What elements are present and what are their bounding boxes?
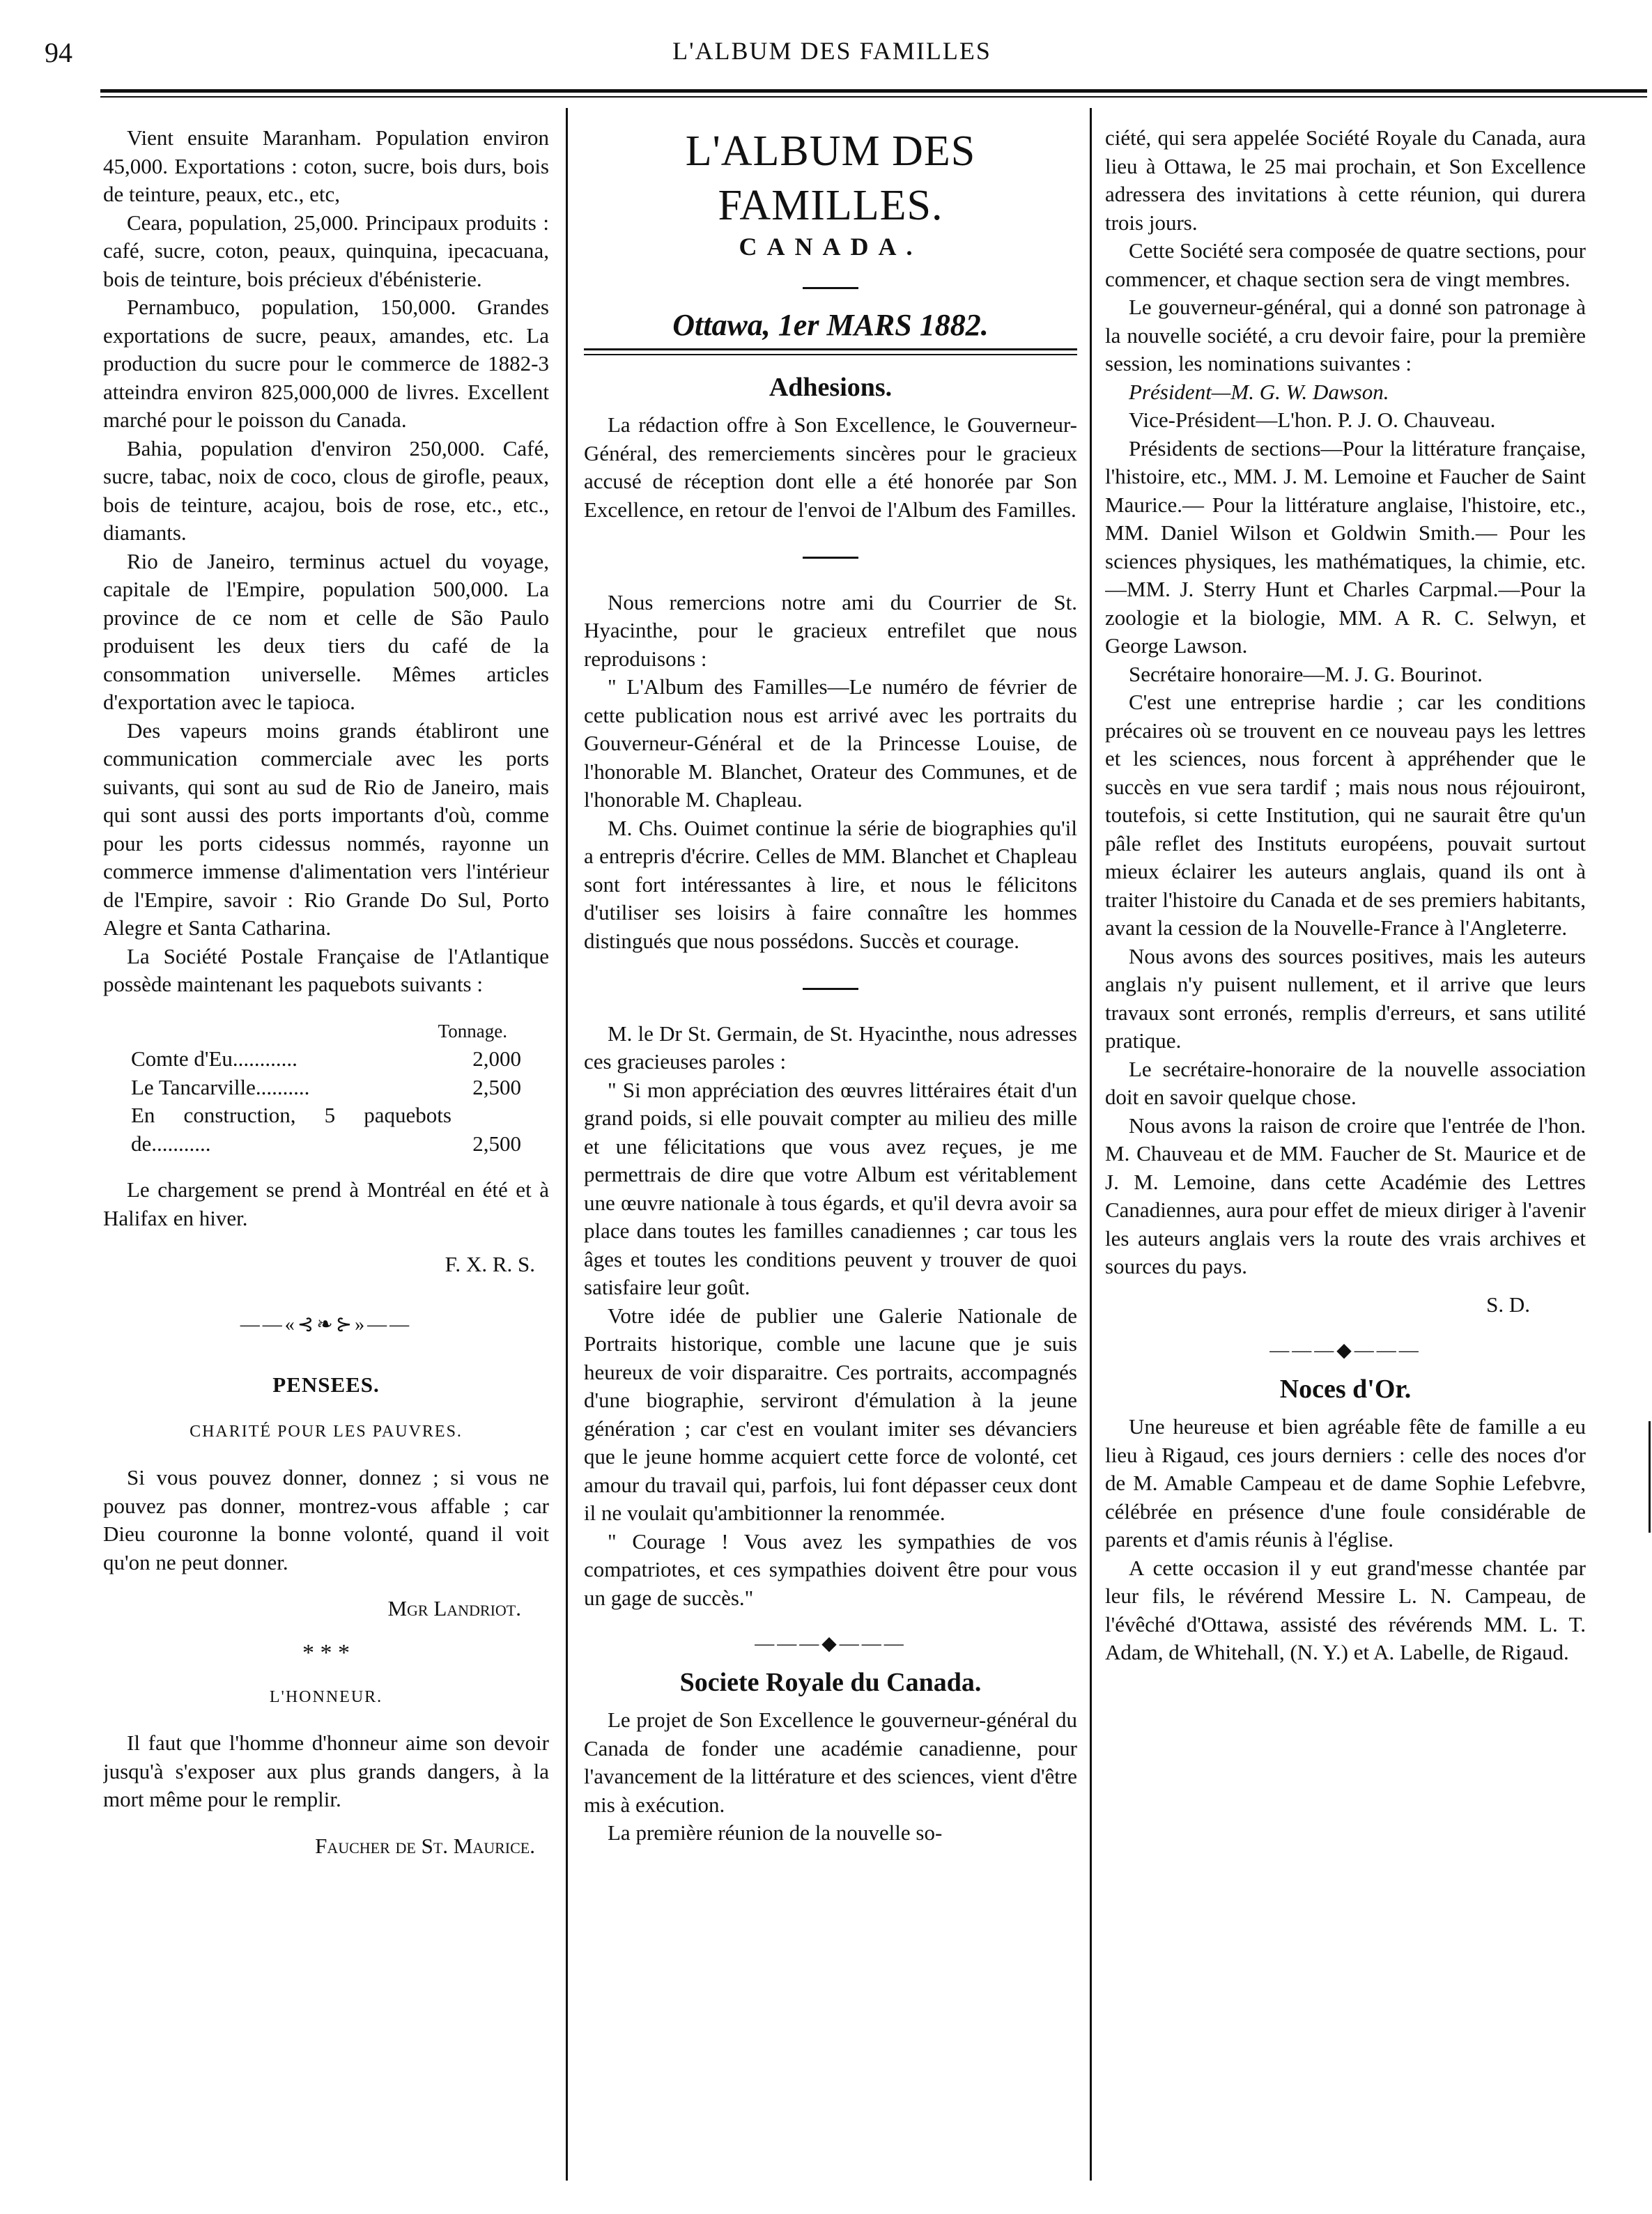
paragraph: La première réunion de la nouvelle so- xyxy=(608,1820,943,1845)
ornament: ———◆——— xyxy=(755,1633,906,1655)
masthead-country: CANADA. xyxy=(739,233,923,261)
paragraph: Vient ensuite Maranham. Population environ 45,000. Exportations : coton, sucre, bois durs, bois de teinture, peaux, etc., etc, xyxy=(103,125,549,206)
paragraph: Présidents de sections—Pour la littérature française, l'histoire, etc., MM. J. M. Lemoine et Faucher de Saint Maurice.— Pour la littérature anglaise, l'histoire, etc., MM. Daniel Wilson et Goldwin Smith.— Pour les sciences physiques, les mathématiques, la chimie, etc.—MM. J. Sterry Hunt et Charles Carpmal.—Pour la zoologie et la biologie, MM. A R. C. Selwyn, et George Lawson. xyxy=(1105,435,1586,658)
stars-separator: * * * xyxy=(302,1639,350,1666)
section-title: Noces d'Or. xyxy=(1279,1374,1412,1404)
subsection-title: L'HONNEUR. xyxy=(269,1687,383,1706)
column-right xyxy=(1105,124,1586,2186)
running-title: L'ALBUM DES FAMILLES xyxy=(672,37,991,65)
header-rule xyxy=(100,89,1647,93)
column-divider xyxy=(566,108,568,2181)
page-number: 94 xyxy=(45,37,72,68)
paragraph: Secrétaire honoraire—M. J. G. Bourinot. xyxy=(1129,661,1483,686)
ship-row xyxy=(131,1101,521,1158)
paragraph: Ceara, population, 25,000. Principaux produits : café, sucre, coton, peaux, quinquina, ipecacuana, bois de teinture, bois précieux d'ébénisterie. xyxy=(103,210,549,291)
paragraph: M. le Dr St. Germain, de St. Hyacinthe, nous adresses ces gracieuses paroles : xyxy=(584,1021,1077,1074)
paragraph: Nous avons la raison de croire que l'entrée de l'hon. M. Chauveau et de MM. Faucher de St. Maurice et de J. M. Lemoine, dans cette Académie des Lettres Canadiennes, aura pour effet de mieux diriger à l'avenir les auteurs anglais vers la route des vrais archives et sources du pays. xyxy=(1105,1113,1586,1278)
tonnage-header: Tonnage. xyxy=(438,1020,507,1042)
section-title: PENSEES. xyxy=(272,1372,380,1397)
ship-row xyxy=(131,1045,521,1074)
header-rule-thin xyxy=(100,96,1647,98)
ships-table xyxy=(103,1045,549,1158)
paragraph: ciété, qui sera appelée Société Royale du Canada, aura lieu à Ottawa, le 25 mai prochain, et Son Excellence adressera des invitations à cette réunion, qui durera trois jours. xyxy=(1105,125,1586,235)
signature: F. X. R. S. xyxy=(445,1252,535,1276)
column-divider xyxy=(1090,108,1092,2181)
section-title: Societe Royale du Canada. xyxy=(679,1667,982,1697)
section-title: Adhesions. xyxy=(769,372,893,402)
paragraph: " L'Album des Familles—Le numéro de février de cette publication nous est arrivé avec les portraits du Gouverneur-Général et de la Princesse Louise, de l'honorable M. Blanchet, Orateur des Communes, et de l'honorable M. Chapleau. xyxy=(584,674,1077,812)
paragraph: Le gouverneur-général, qui a donné son patronage à la nouvelle société, a cru devoir faire, pour la première session, les nominations suivantes : xyxy=(1105,295,1586,376)
paragraph: Le projet de Son Excellence le gouverneur-général du Canada de fonder une académie canadienne, pour l'avancement de la littérature et des sciences, vient d'être mis à exécution. xyxy=(584,1708,1077,1817)
ship-name: Comte d'Eu............ xyxy=(131,1046,298,1071)
paragraph: Pernambuco, population, 150,000. Grandes exportations de sucre, peaux, amandes, etc. La production du sucre pour le commerce de 1882-3 atteindra environ 825,000,000 de livres. Excellent marché pour le poisson du Canada. xyxy=(103,295,549,432)
paragraph: C'est une entreprise hardie ; car les conditions précaires où se trouvent en ce nouveau pays les lettres et les sciences, nous forcent à appréhender que le succès en vue sera tardif ; mais nous nous réjouiront, toutefois, si cette Institution, qui ne saurait être qu'un pâle reflet des Instituts européens, pouvait surtout mieux éclairer les auteurs anglais, quand ils ont à traiter l'histoire du Canada et de ses premiers habitants, avant la cession de la Nouvelle-France à l'Angleterre. xyxy=(1105,690,1586,940)
paragraph: Votre idée de publier une Galerie Nationale de Portraits historique, comble une lacune que je suis heureux de voir disparaitre. Ces portraits, accompagnés d'une biographie, serviront d'émulation à la jeune génération ; car c'est en voulant imiter ses dévanciers que le jeune homme acquiert cette force de volonté, cet amour du travail qui, parfois, lui font dépasser ceux dont il ne voulait qu'ambitionner la renommée. xyxy=(584,1303,1077,1525)
paragraph: Nous avons des sources positives, mais les auteurs anglais n'y puisent nullement, et il arrive que leurs travaux sont erronés, remplis d'erreurs, et sans utilité pratique. xyxy=(1105,943,1586,1053)
paragraph: " Courage ! Vous avez les sympathies de vos compatriotes, et ces sympathies doivent être pour vous un gage de succès." xyxy=(584,1528,1077,1610)
subsection-title: CHARITÉ POUR LES PAUVRES. xyxy=(190,1422,463,1441)
ship-tonnage: 2,500 xyxy=(472,1131,521,1156)
signature: S. D. xyxy=(1486,1292,1530,1317)
paragraph: M. Chs. Ouimet continue la série de biographies qu'il a entrepris d'écrire. Celles de MM. Blanchet et Chapleau sont fort intéressantes à lire, et nous le félicitons d'utiliser ses loisirs à faire connaître les hommes distingués que nous possédons. Succès et courage. xyxy=(584,815,1077,953)
ship-tonnage: 2,500 xyxy=(472,1074,521,1099)
paragraph: Président—M. G. W. Dawson. xyxy=(1129,379,1389,404)
paragraph: A cette occasion il y eut grand'messe chantée par leur fils, le révérend Messire L. N. Campeau, de l'évêché d'Ottawa, assisté des révérends MM. L. T. Adam, de Whitehall, (N. Y.) et A. Labelle, de Rigaud. xyxy=(1105,1555,1586,1664)
paragraph: La rédaction offre à Son Excellence, le Gouverneur-Général, des remerciements sincères pour le gracieux accusé de réception dont elle a été honorée par Son Excellence, en retour de l'envoi de l'Album des Familles. xyxy=(584,412,1077,522)
column-center xyxy=(584,124,1077,2186)
paragraph: Il faut que l'homme d'honneur aime son devoir jusqu'à s'exposer aux plus grands dangers, à la mort même pour le remplir. xyxy=(103,1731,549,1811)
paragraph: Le chargement se prend à Montréal en été et à Halifax en hiver. xyxy=(103,1177,549,1230)
paragraph: " Si mon appréciation des œuvres littéraires était d'un grand poids, si elle pouvait compter au milieu des mille et une félicitations que vous avez reçues, je me permettrais de dire que votre Album est véritablement une œuvre nationale à tous égards, et qu'il devra avoir sa place dans toutes les familles canadiennes ; car tous les âges et toutes les conditions peuvent y trouver de quoi satisfaire leur goût. xyxy=(584,1077,1077,1299)
ship-name: En construction, 5 paquebots de........... xyxy=(131,1103,451,1156)
paragraph: Cette Société sera composée de quatre sections, pour commencer, et chaque section sera de vingt membres. xyxy=(1105,238,1586,291)
margin-rule xyxy=(1649,1421,1651,1533)
paragraph: Nous remercions notre ami du Courrier de St. Hyacinthe, pour le gracieux entrefilet que nous reproduisons : xyxy=(584,589,1077,671)
ornament: ——«⊰❧⊱»—— xyxy=(240,1313,412,1336)
paragraph: Le secrétaire-honoraire de la nouvelle association doit en savoir quelque chose. xyxy=(1105,1056,1586,1109)
signature: Faucher de St. Maurice. xyxy=(315,1833,535,1858)
masthead-title: L'ALBUM DES FAMILLES. xyxy=(685,127,976,229)
paragraph: Vice-Président—L'hon. P. J. O. Chauveau. xyxy=(1129,408,1496,432)
ship-row xyxy=(131,1074,521,1102)
paragraph: Des vapeurs moins grands établiront une communication commerciale avec les ports suivants, qui sont au sud de Rio de Janeiro, mais qui sont aussi des ports importants d'où, comme pour les ports cidessus nommés, rayonne un commerce immense d'alimentation vers l'intérieur de l'Empire, savoir : Rio Grande Do Sul, Porto Alegre et Santa Catharina. xyxy=(103,718,549,940)
page-header xyxy=(45,36,1619,75)
paragraph: Rio de Janeiro, terminus actuel du voyage, capitale de l'Empire, population 500,000. La province de ce nom et celle de São Paulo produisent les deux tiers du café de la consommation universelle. Mêmes articles d'exportation avec le tapioca. xyxy=(103,548,549,714)
paragraph: Bahia, population d'environ 250,000. Café, sucre, tabac, noix de coco, clous de girofle, peaux, bois de teinture, acajou, bois de rose, etc., etc., diamants. xyxy=(103,435,549,545)
ornament: ———◆——— xyxy=(1269,1340,1421,1361)
masthead-date: Ottawa, 1er MARS 1882. xyxy=(672,308,989,342)
column-left xyxy=(103,124,549,2186)
paragraph: Une heureuse et bien agréable fête de famille a eu lieu à Rigaud, ces jours derniers : celle des noces d'or de M. Amable Campeau et de dame Sophie Lefebvre, célébrée en présence d'une foule considérable de parents et d'amis réunis à l'église. xyxy=(1105,1414,1586,1551)
paragraph: La Société Postale Française de l'Atlantique possède maintenant les paquebots suivants : xyxy=(103,943,549,996)
paragraph: Si vous pouvez donner, donnez ; si vous ne pouvez pas donner, montrez-vous affable ; car Dieu couronne la bonne volonté, quand il voit qu'on ne peut donner. xyxy=(103,1465,549,1574)
ship-name: Le Tancarville.......... xyxy=(131,1074,310,1099)
ship-tonnage: 2,000 xyxy=(472,1046,521,1071)
signature: Mgr Landriot. xyxy=(387,1596,521,1620)
